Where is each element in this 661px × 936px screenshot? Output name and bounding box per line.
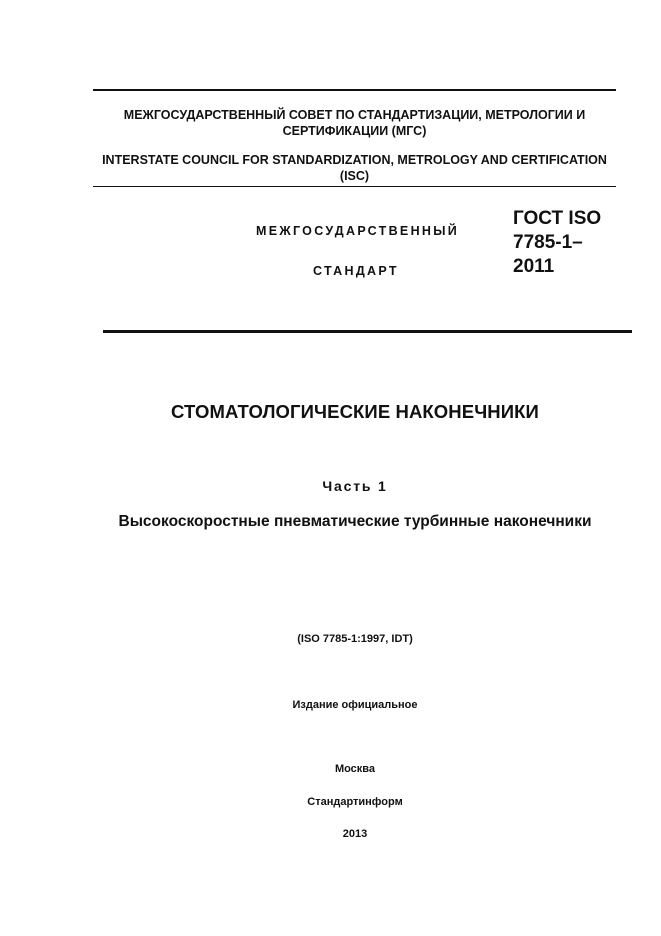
standard-number: ГОСТ ISO 7785-1–2011 xyxy=(513,208,602,277)
middle-rule xyxy=(93,186,616,187)
top-rule xyxy=(93,89,616,91)
standard-type-word-1: МЕЖГОСУДАРСТВЕННЫЙ xyxy=(256,224,460,238)
publication-city: Москва xyxy=(334,763,376,775)
iso-reference: (ISO 7785-1:1997, IDT) xyxy=(297,633,413,645)
document-subtitle: Высокоскоростные пневматические турбинные наконечники xyxy=(118,513,592,530)
council-name-ru: МЕЖГОСУДАРСТВЕННЫЙ СОВЕТ ПО СТАНДАРТИЗАЦИИ, МЕТРОЛОГИИ И СЕРТИФИКАЦИИ (МГС) xyxy=(123,108,586,138)
thick-rule xyxy=(103,330,632,333)
council-name-en: INTERSTATE COUNCIL FOR STANDARDIZATION, METROLOGY AND CERTIFICATION (ISC) xyxy=(102,153,607,183)
publication-year: 2013 xyxy=(342,828,368,840)
standard-type-word-2: СТАНДАРТ xyxy=(313,264,399,278)
publisher-name: Стандартинформ xyxy=(307,796,403,808)
edition-label: Издание официальное xyxy=(292,699,418,711)
document-title: СТОМАТОЛОГИЧЕСКИЕ НАКОНЕЧНИКИ xyxy=(171,401,539,422)
part-label: Часть 1 xyxy=(322,478,388,494)
